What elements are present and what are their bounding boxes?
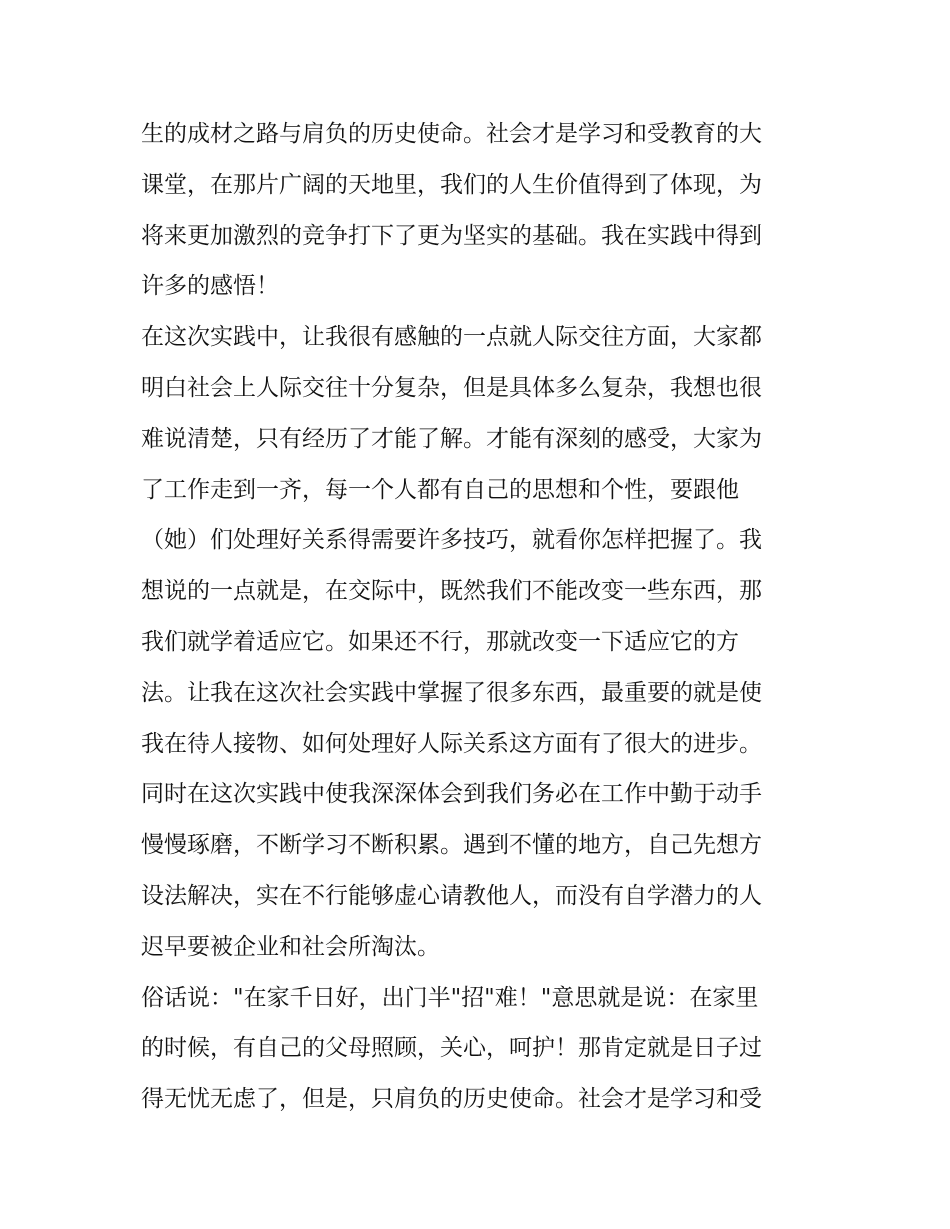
text-line: 我们就学着适应它。如果还不行，那就改变一下适应它的方 — [141, 628, 739, 655]
paragraph-3 — [141, 769, 813, 972]
text-line: 许多的感悟！ — [141, 273, 279, 300]
paragraph-4 — [141, 973, 813, 1125]
text-line: 将来更加激烈的竞争打下了更为坚实的基础。我在实践中得到 — [141, 222, 762, 249]
text-line: 在这次实践中，让我很有感触的一点就人际交往方面，大家都 — [141, 324, 762, 351]
text-line: 难说清楚，只有经历了才能了解。才能有深刻的感受，大家为 — [141, 425, 762, 452]
text-line: 想说的一点就是，在交际中，既然我们不能改变一些东西，那 — [141, 578, 762, 605]
text-line: 设法解决，实在不行能够虚心请教他人，而没有自学潜力的人 — [141, 882, 762, 909]
text-line: 同时在这次实践中使我深深体会到我们务必在工作中勤于动手 — [141, 781, 762, 808]
text-line: 俗话说："在家千日好，出门半"招"难！"意思就是说：在家里 — [141, 984, 759, 1011]
text-line: 生的成材之路与肩负的历史使命。社会才是学习和受教育的大 — [141, 121, 762, 147]
text-line: 课堂，在那片广阔的天地里，我们的人生价值得到了体现，为 — [141, 171, 762, 198]
text-line: 迟早要被企业和社会所淘汰。 — [141, 933, 440, 960]
paragraph-1 — [141, 109, 813, 312]
text-line: （她）们处理好关系得需要许多技巧，就看你怎样把握了。我 — [141, 527, 762, 554]
document-body — [141, 109, 813, 1125]
text-line: 慢慢琢磨，不断学习不断积累。遇到不懂的地方，自己先想方 — [141, 832, 762, 859]
text-line: 得无忧无虑了，但是，只肩负的历史使命。社会才是学习和受 — [141, 1086, 762, 1113]
text-line: 明白社会上人际交往十分复杂，但是具体多么复杂，我想也很 — [141, 374, 762, 401]
text-line: 了工作走到一齐，每一个人都有自己的思想和个性，要跟他 — [141, 476, 739, 503]
paragraph-2 — [141, 312, 813, 769]
text-line: 法。让我在这次社会实践中掌握了很多东西，最重要的就是使 — [141, 679, 762, 706]
text-line: 我在待人接物、如何处理好人际关系这方面有了很大的进步。 — [141, 730, 762, 757]
text-line: 的时候，有自己的父母照顾，关心，呵护！那肯定就是日子过 — [141, 1035, 762, 1062]
